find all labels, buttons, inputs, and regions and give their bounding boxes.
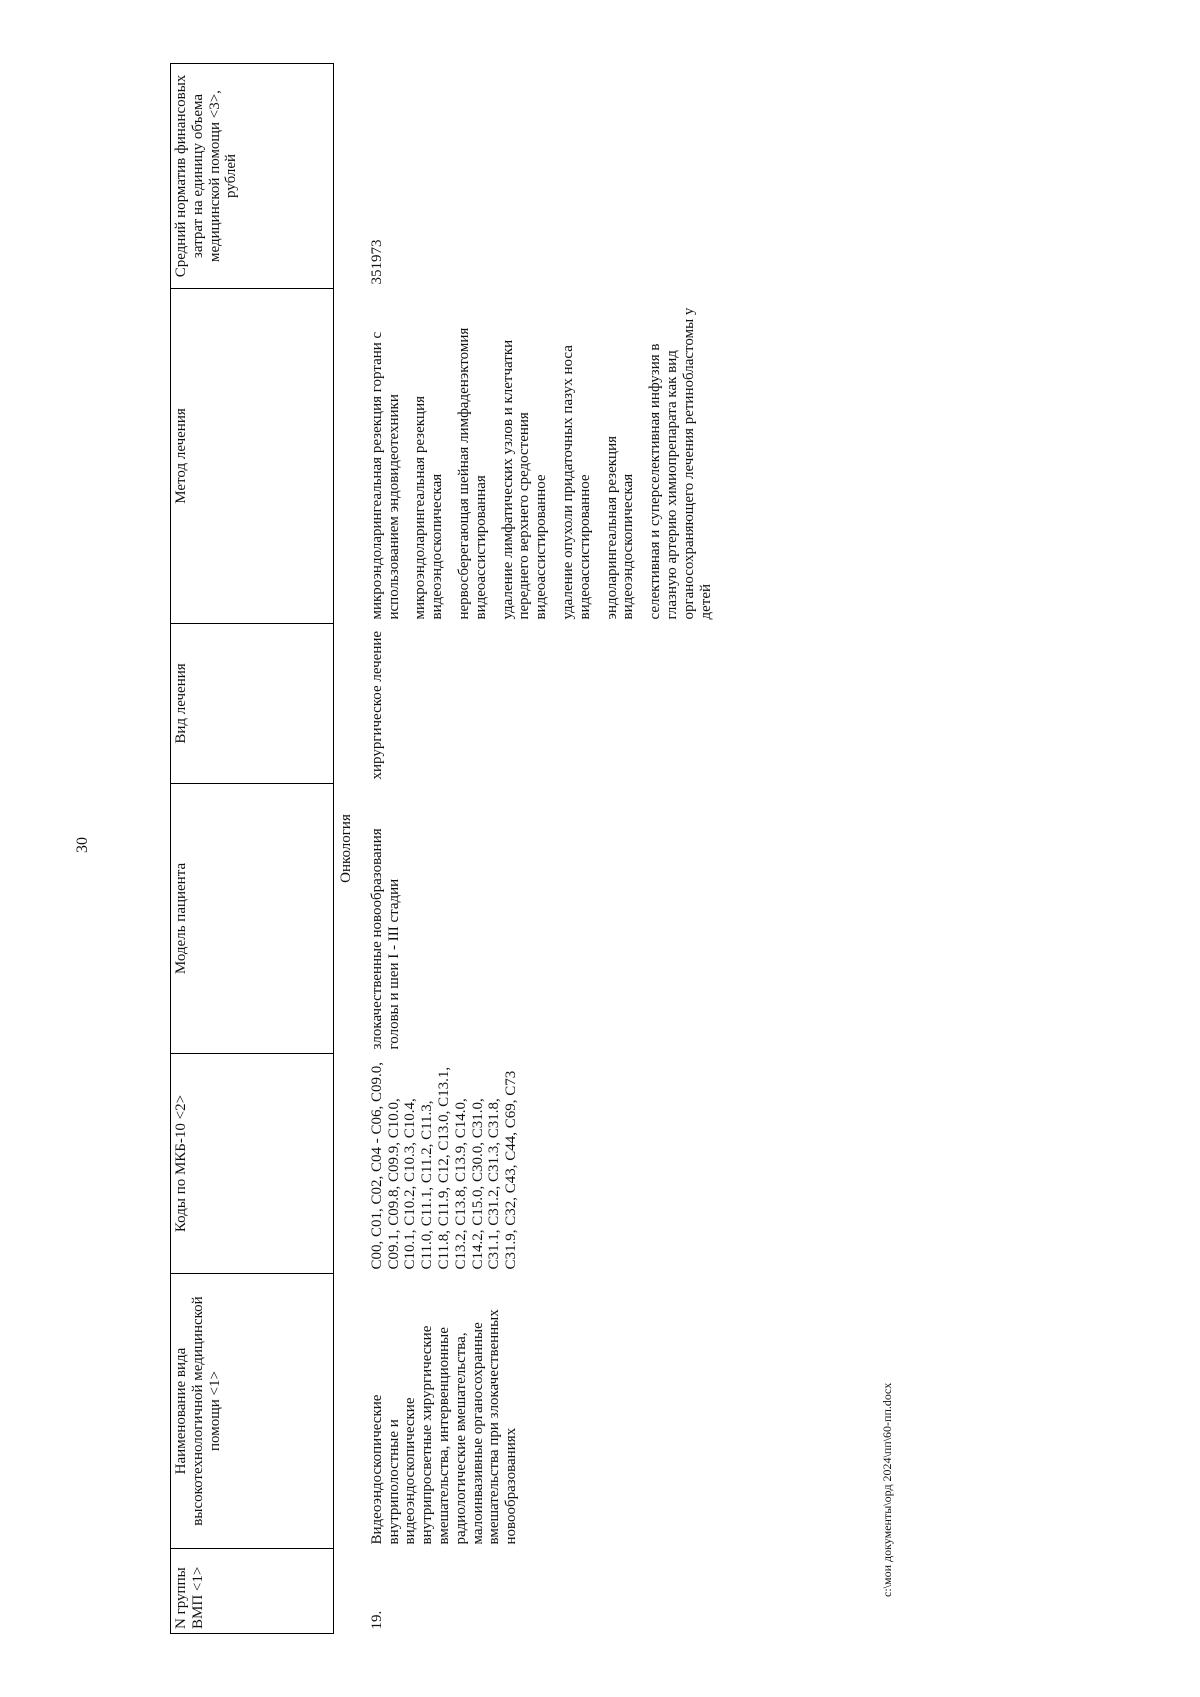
method-item: удаление лимфатических узлов и клетчатки переднего верхнего средостения видеоассистированное bbox=[499, 339, 550, 620]
cell-group-number: 19. bbox=[368, 1610, 385, 1630]
method-item: нервосберегающая шейная лимфаденэктомия видеоассистированная bbox=[455, 327, 489, 620]
cell-cost: 351973 bbox=[368, 239, 385, 285]
cell-vmp-name: Видеоэндоскопические внутриполостные и видеоэндоскопические внутрипросветные хирургические вмешательства, интервенционные радиологические вмешательства, малоинвазивные органосохранные вмешательства при злокачественных новообразованиях bbox=[368, 1309, 520, 1545]
method-item: эндоларингеальная резекция видеоэндоскопическая bbox=[603, 435, 637, 620]
header-group-number: N группы ВМП <1> bbox=[171, 1549, 334, 1634]
header-treatment-type: Вид лечения bbox=[171, 624, 334, 784]
header-treatment-method: Метод лечения bbox=[171, 289, 334, 624]
vmp-table bbox=[170, 63, 714, 1634]
section-row bbox=[334, 64, 363, 1634]
header-icd-codes: Коды по МКБ-10 <2> bbox=[171, 1054, 334, 1274]
rotated-table-container bbox=[170, 64, 1070, 1634]
method-item: микроэндоларингеальная резекция гортани с использованием эндовидеотехники bbox=[368, 331, 402, 620]
table-row bbox=[363, 64, 715, 1634]
method-item: удаление опухоли придаточных пазух носа видеоассистированное bbox=[559, 345, 593, 620]
method-item: микроэндоларингеальная резекция видеоэндоскопическая bbox=[412, 396, 446, 620]
method-item: селективная и суперселективная инфузия в глазную артерию химиопрепарата как вид органосохраняющего лечения ретинобластомы у детей bbox=[647, 307, 714, 620]
cell-icd-codes: C00, C01, C02, C04 - C06, C09.0, C09.1, C09.8, C09.9, C10.0, C10.1, C10.2, C10.3, C10.4, C11.0, C11.1, C11.2, C11.3, C11.8, C11.9, C12, C13.0, C13.1, C13.2, C13.8, C13.9, C14.0, C14.2, C15.0, C30.0, C31.0, C31.1, C31.2, C31.3, C31.8, C31.9, C32, C43, C44, C69, C73 bbox=[368, 1061, 520, 1270]
header-patient-model: Модель пациента bbox=[171, 784, 334, 1054]
table-header-row bbox=[171, 64, 334, 1634]
footer-file-path: c:\мои документы\орд 2024\пп\60-пп.docx bbox=[880, 1382, 894, 1597]
section-title: Онкология bbox=[338, 814, 354, 883]
header-vmp-name: Наименование вида высокотехнологичной медицинской помощи <1> bbox=[171, 1274, 334, 1549]
cell-treatment-methods bbox=[363, 289, 715, 624]
cell-patient-model: злокачественные новообразования головы и шеи I - III стадии bbox=[368, 828, 402, 1050]
header-cost-norm: Средний норматив финансовых затрат на единицу объема медицинской помощи <3>, рублей bbox=[171, 64, 334, 289]
cell-treatment-type: хирургическое лечение bbox=[368, 630, 385, 780]
page-number: 30 bbox=[74, 837, 91, 853]
